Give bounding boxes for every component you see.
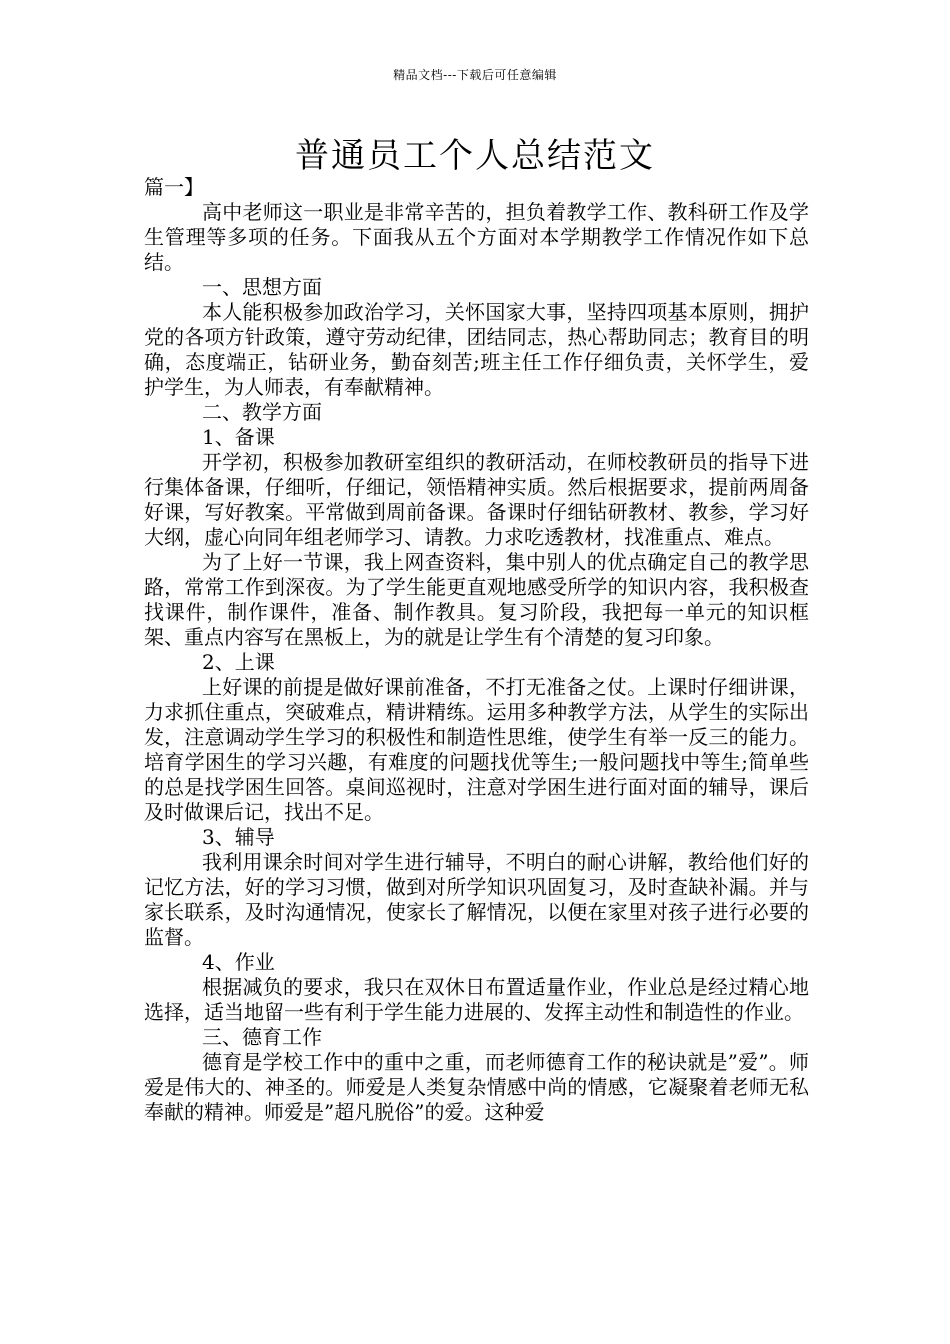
paragraph-intro: 高中老师这一职业是非常辛苦的，担负着教学工作、教科研工作及学生管理等多项的任务。下面我从五个方面对本学期教学工作情况作如下总结。 [144,200,809,274]
page-header-note: 精品文档---下载后可任意编辑 [393,68,557,82]
paragraph-thought: 本人能积极参加政治学习，关怀国家大事，坚持四项基本原则，拥护党的各项方针政策，遵守劳动纪律，团结同志，热心帮助同志；教育目的明确，态度端正，钻研业务，勤奋刻苦;班主任工作仔细负责，关怀学生，爱护学生，为人师表，有奉献精神。 [144,300,809,399]
paragraph-moral: 德育是学校工作中的重中之重，而老师德育工作的秘诀就是”爱”。师爱是伟大的、神圣的。师爱是人类复杂情感中尚的情感，它凝聚着老师无私奉献的精神。师爱是”超凡脱俗”的爱。这种爱 [144,1050,809,1124]
subheading-tutoring: 3、辅导 [202,825,275,849]
paragraph-prep-1: 开学初，积极参加教研室组织的教研活动，在师校教研员的指导下进行集体备课，仔细听，仔细记，领悟精神实质。然后根据要求，提前两周备好课，写好教案。平常做到周前备课。备课时仔细钻研教材、教参，学习好大纲，虚心向同年组老师学习、请教。力求吃透教材，找准重点、难点。 [144,450,809,549]
section-heading: 篇一】 [144,175,204,199]
paragraph-prep-2: 为了上好一节课，我上网查资料，集中别人的优点确定自己的教学思路，常常工作到深夜。为了学生能更直观地感受所学的知识内容，我积极查找课件，制作课件，准备、制作教具。复习阶段，我把每一单元的知识框架、重点内容写在黑板上，为的就是让学生有个清楚的复习印象。 [144,550,809,649]
heading-moral: 三、德育工作 [202,1025,322,1049]
paragraph-homework: 根据减负的要求，我只在双休日布置适量作业，作业总是经过精心地选择，适当地留一些有利于学生能力进展的、发挥主动性和制造性的作业。 [144,975,809,1024]
paragraph-class: 上好课的前提是做好课前准备，不打无准备之仗。上课时仔细讲课，力求抓住重点，突破难点，精讲精练。运用多种教学方法，从学生的实际出发，注意调动学生学习的积极性和制造性思维，使学生有举一反三的能力。培育学困生的学习兴趣，有难度的问题找优等生;一般问题找中等生;简单些的总是找学困生回答。桌间巡视时，注意对学困生进行面对面的辅导，课后及时做课后记，找出不足。 [144,675,809,824]
subheading-class: 2、上课 [202,650,275,674]
document-title: 普通员工个人总结范文 [295,136,655,176]
paragraph-tutoring: 我利用课余时间对学生进行辅导，不明白的耐心讲解，教给他们好的记忆方法，好的学习习惯，做到对所学知识巩固复习，及时查缺补漏。并与家长联系，及时沟通情况，使家长了解情况，以便在家里对孩子进行必要的监督。 [144,850,809,949]
subheading-prep: 1、备课 [202,425,275,449]
document-body [144,175,809,1125]
subheading-homework: 4、作业 [202,950,275,974]
heading-thought: 一、思想方面 [202,275,322,299]
heading-teaching: 二、教学方面 [202,400,322,424]
